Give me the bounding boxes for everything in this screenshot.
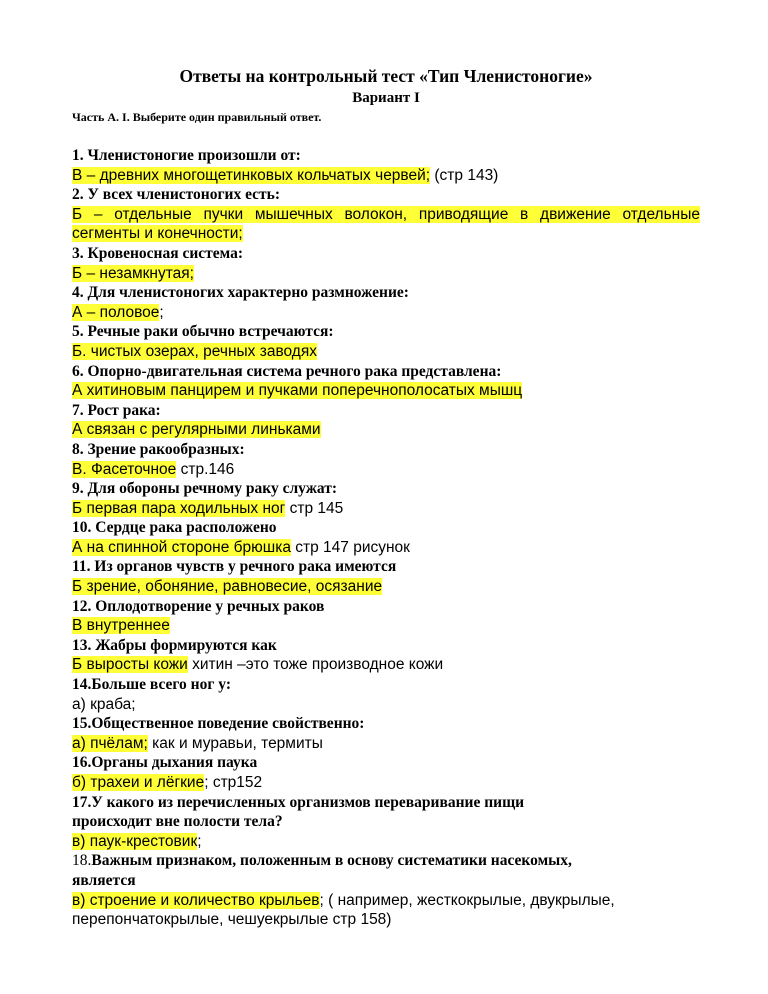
question-6: 6. Опорно-двигательная система речного рака представлена:: [72, 362, 502, 380]
part-instruction: Часть А. I. Выберите один правильный ответ.: [72, 110, 322, 124]
question-number: 18: [72, 852, 88, 870]
question-11: 11. Из органов чувств у речного рака имеются: [72, 558, 397, 576]
question-10: 10. Сердце рака расположено: [72, 519, 277, 537]
page-reference: стр 145: [285, 499, 344, 517]
answer-highlight: б) трахеи и лёгкие: [72, 774, 205, 791]
question-13: 13. Жабры формируются как: [72, 636, 277, 654]
variant-label: Вариант I: [352, 90, 420, 106]
answer-highlight: А – половое: [72, 303, 160, 321]
question-16: 16.Органы дыхания паука: [72, 754, 258, 772]
answer-9: [72, 499, 700, 519]
question-17-line-1: 17.У какого из перечисленных организмов переваривание пищи: [72, 793, 525, 811]
answer-highlight: а) пчёлам;: [72, 734, 148, 752]
answer-17: [72, 832, 700, 852]
answer-10: [72, 538, 700, 558]
answer-highlight: Б первая пара ходильных ног: [72, 499, 286, 517]
answer-6: [72, 381, 700, 401]
answer-18: [72, 891, 700, 911]
answer-highlight: В – древних многощетинковых кольчатых червей;: [72, 166, 431, 184]
question-4: 4. Для членистоногих характерно размножение:: [72, 284, 409, 302]
question-12: 12. Оплодотворение у речных раков: [72, 597, 325, 615]
page-reference: ; стр152: [204, 774, 263, 791]
answer-comment: хитин –это тоже производное кожи: [187, 656, 444, 674]
question-text: Важным признаком, положенным в основу систематики насекомых,: [91, 852, 572, 870]
answer-highlight: сегменты и конечности;: [72, 225, 243, 243]
question-9: 9. Для обороны речному раку служат:: [72, 480, 338, 498]
answer-2-line-1: [72, 205, 700, 225]
answer-3: [72, 264, 700, 284]
question-8: 8. Зрение ракообразных:: [72, 440, 245, 458]
answer-tail: ;: [159, 303, 164, 321]
question-7: 7. Рост рака:: [72, 401, 161, 419]
question-1: 1. Членистоногие произошли от:: [72, 147, 301, 164]
answer-highlight: Б выросты кожи: [72, 656, 188, 674]
answer-highlight: В внутреннее: [72, 617, 170, 635]
document-title: Ответы на контрольный тест «Тип Членистоногие»: [179, 66, 593, 86]
answer-highlight: А связан с регулярными линьками: [72, 421, 321, 439]
question-17-line-2: происходит вне полости тела?: [72, 813, 283, 831]
document-page: [72, 64, 700, 930]
answer-14: а) краба;: [72, 695, 136, 713]
answer-5: [72, 342, 700, 362]
answer-16: [72, 773, 700, 793]
answer-highlight: В. Фасеточное: [72, 460, 177, 478]
question-3: 3. Кровеносная система:: [72, 244, 244, 262]
answer-11: [72, 577, 700, 597]
answer-highlight: в) строение и количество крыльев: [72, 891, 320, 909]
page-reference: стр 147 рисунок: [290, 538, 410, 556]
question-18-line-1: 18.Важным признаком, положенным в основу систематики насекомых,: [72, 852, 572, 870]
answer-12: [72, 616, 700, 636]
answer-tail: ;: [197, 832, 202, 850]
answer-highlight: А хитиновым панцирем и пучками поперечнополосатых мышц: [72, 382, 523, 400]
question-5: 5. Речные раки обычно встречаются:: [72, 323, 334, 341]
answer-1: [72, 166, 700, 186]
answer-comment: как и муравьи, термиты: [147, 734, 323, 752]
answer-8: [72, 460, 700, 480]
page-reference: стр.146: [176, 460, 235, 478]
answer-7: [72, 420, 700, 440]
question-18-line-2: является: [72, 871, 136, 889]
answer-highlight: Б – отдельные пучки мышечных волокон, приводящие в движение отдельные: [72, 205, 700, 223]
answer-15: [72, 734, 700, 754]
answer-highlight: Б. чистых озерах, речных заводях: [72, 342, 317, 360]
answer-highlight: А на спинной стороне брюшка: [72, 538, 291, 556]
answer-comment: ; ( например, жесткокрылые, двукрылые,: [319, 891, 615, 909]
answer-highlight: Б зрение, обоняние, равновесие, осязание: [72, 578, 383, 596]
question-2: 2. У всех членистоногих есть:: [72, 186, 280, 204]
answer-2-line-2: [72, 224, 700, 244]
page-reference: (стр 143): [430, 166, 499, 184]
answer-18-comment-line-2: перепончатокрылые, чешуекрылые стр 158): [72, 911, 392, 929]
answer-highlight: в) паук-крестовик: [72, 832, 198, 850]
question-14: 14.Больше всего ног у:: [72, 676, 231, 694]
answer-highlight: Б – незамкнутая;: [72, 264, 194, 282]
answer-4: [72, 303, 700, 323]
question-15: 15.Общественное поведение свойственно:: [72, 715, 365, 733]
answer-13: [72, 655, 700, 675]
